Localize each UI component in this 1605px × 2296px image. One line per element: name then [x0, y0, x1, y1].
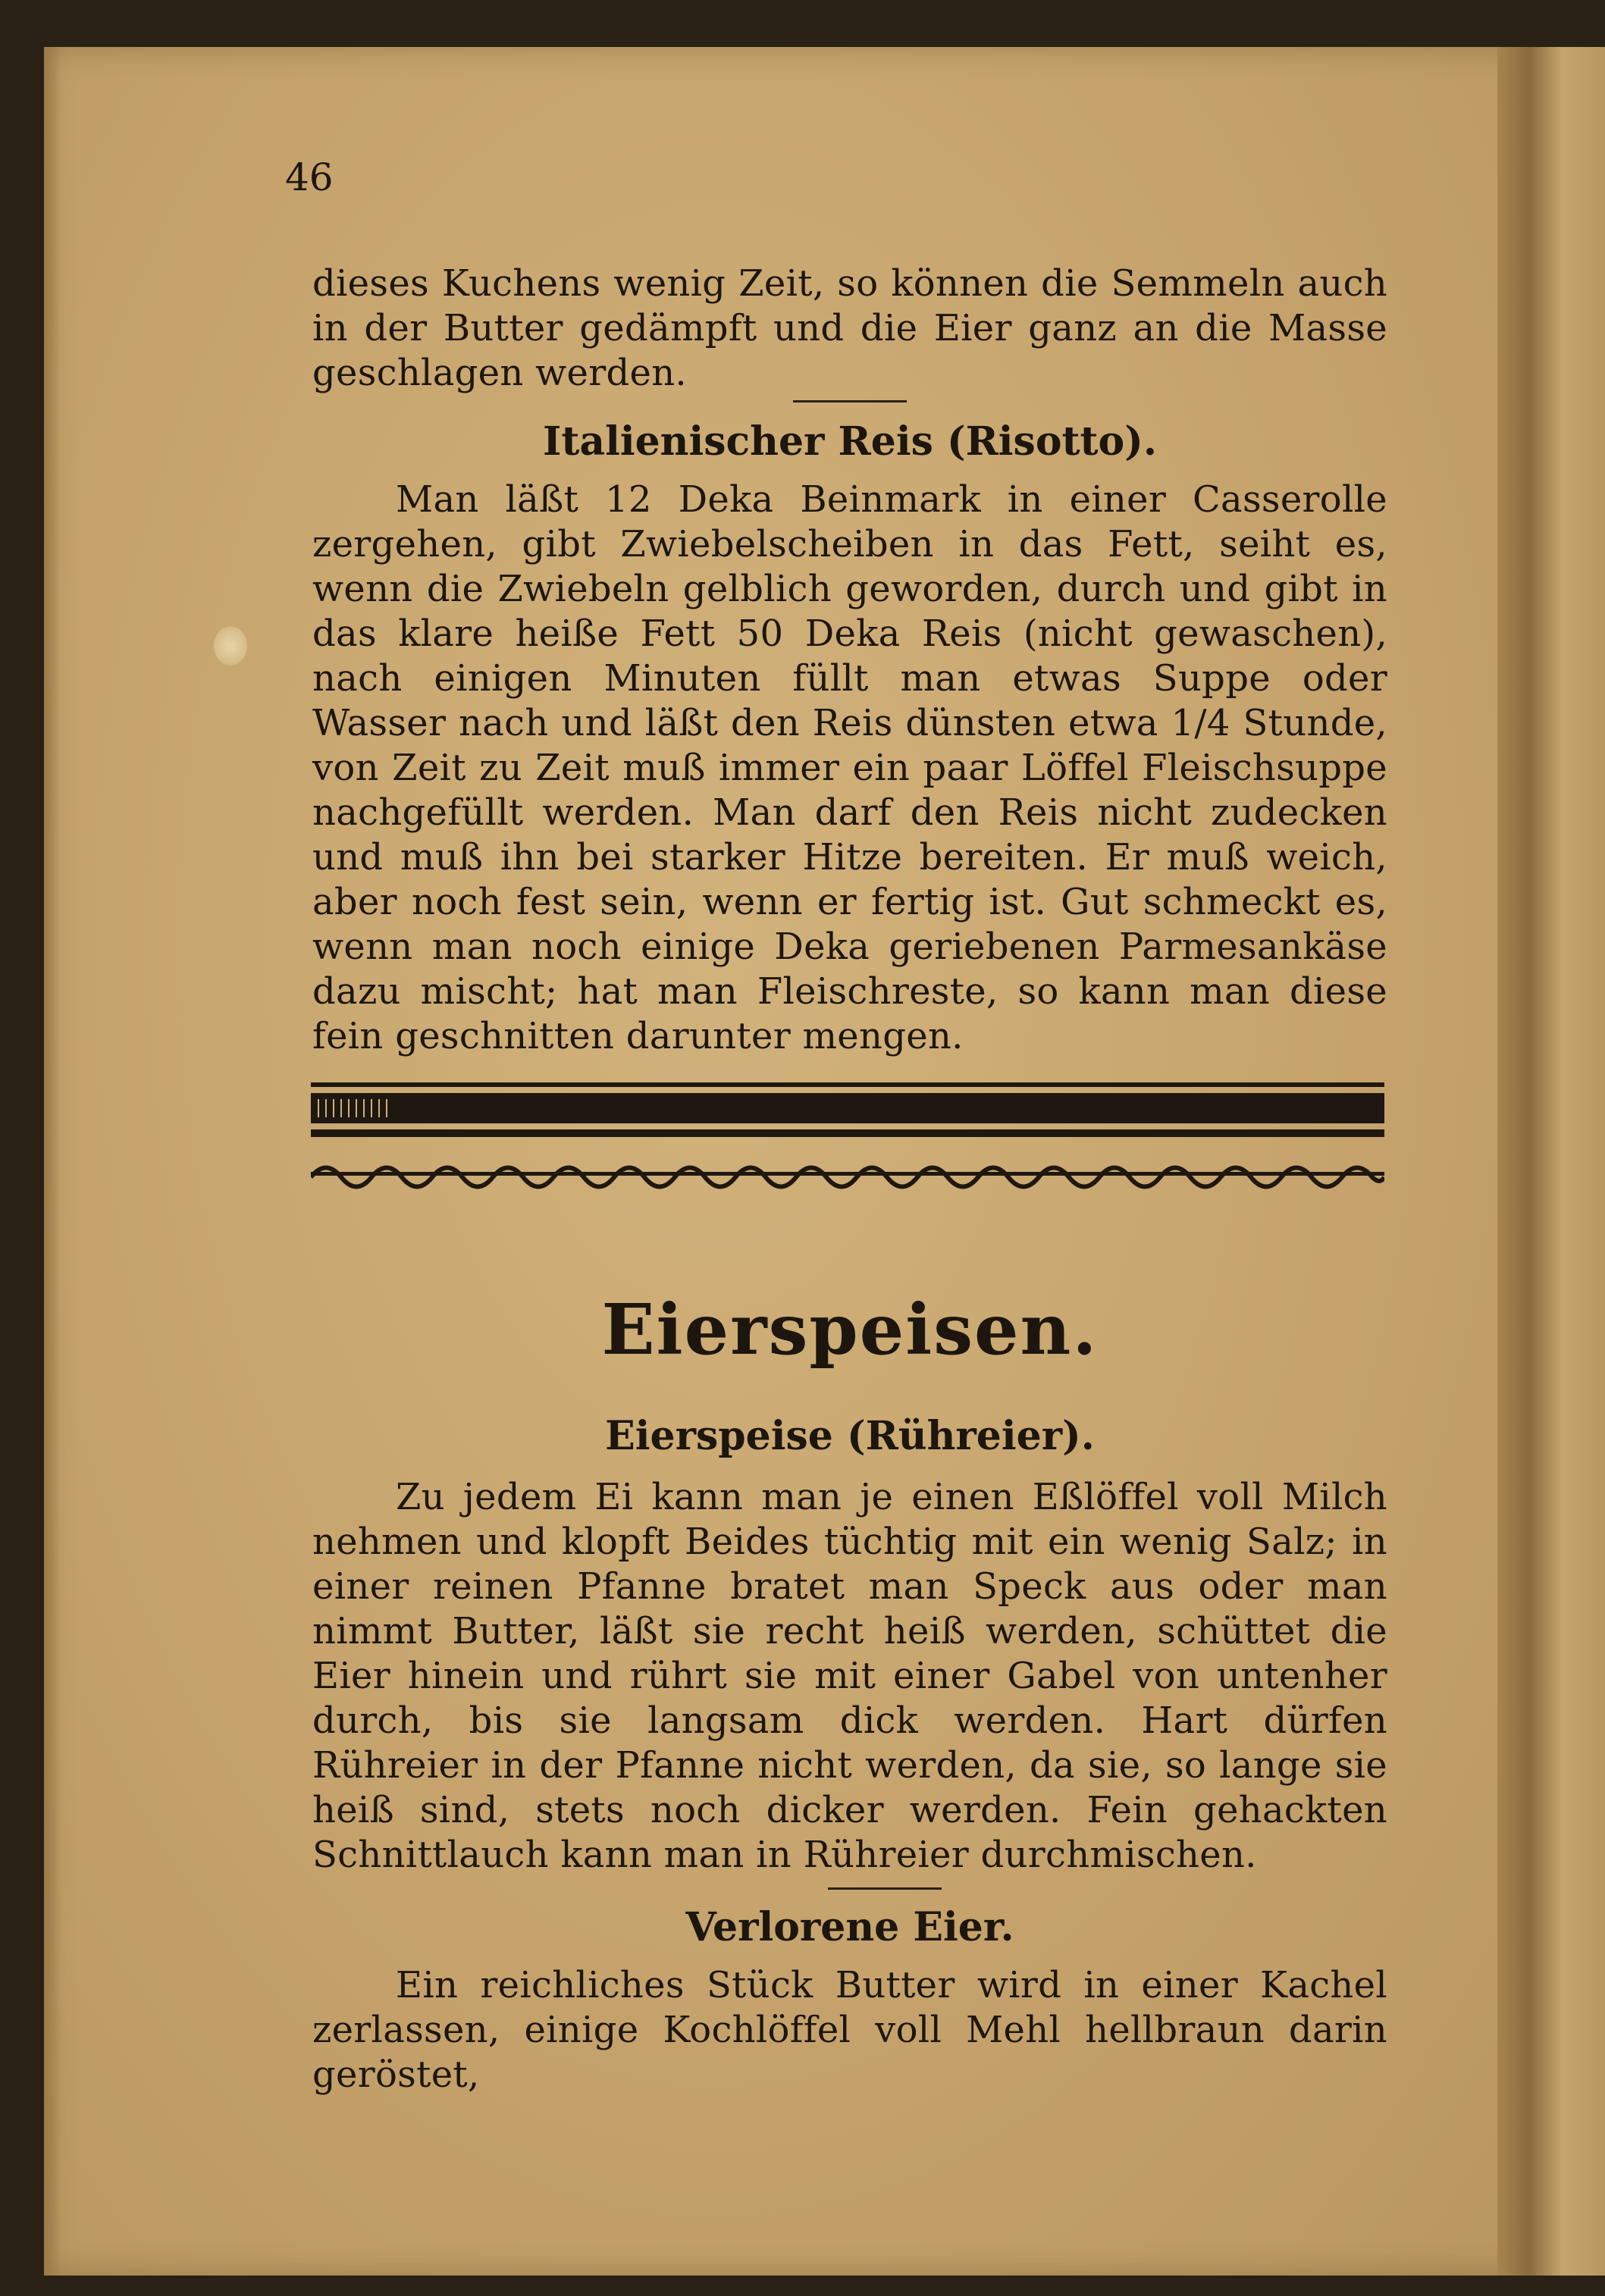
recipe-paragraph: Zu jedem Ei kann man je einen Eßlöffel voll Milch nehmen und klopft Beides tüchtig mit ein wenig Salz; in einer reinen Pfanne bratet man Speck aus oder man nimmt Butter, läßt sie recht heiß werden, schüttet die Eier hinein und rührt sie mit einer Gabel von untenher durch, bis sie langsam dick werden. Hart dürfen Rühreier in der Pfanne nicht werden, da sie, so lange sie heiß sind, stets noch dicker werden. Fein gehackten Schnittlauch kann man in Rühreier durchmischen.	[312, 1476, 1387, 1876]
recipe-paragraph: Ein reichliches Stück Butter wird in einer Kachel zerlassen, einige Kochlöffel voll Mehl hellbraun darin geröstet,	[312, 1964, 1387, 2096]
recipe-paragraph: Man läßt 12 Deka Beinmark in einer Casserolle zergehen, gibt Zwiebelscheiben in das Fett, seiht es, wenn die Zwiebeln gelblich geworden, durch und gibt in das klare heiße Fett 50 Deka Reis (nicht gewaschen), nach einigen Minuten füllt man etwas Suppe oder Wasser nach und läßt den Reis dünsten etwa 1/4 Stunde, von Zeit zu Zeit muß immer ein paar Löffel Fleischsuppe nachgefüllt werden. Man darf den Reis nicht zudecken und muß ihn bei starker Hitze bereiten. Er muß weich, aber noch fest sein, wenn er fertig ist. Gut schmeckt es, wenn man noch einige Deka geriebenen Parmesankäse dazu mischt; hat man Fleischreste, so kann man diese fein geschnitten darunter mengen.	[312, 478, 1387, 1057]
separator-rule	[828, 1887, 942, 1890]
paper-stain	[214, 626, 247, 666]
recipe-body-verlorene-eier	[312, 1963, 1387, 2097]
chapter-title: Eierspeisen.	[601, 1289, 1099, 1370]
recipe-body-ruehreier	[312, 1475, 1387, 1878]
continuation-block	[312, 262, 1387, 396]
recipe-body-risotto	[312, 478, 1387, 1059]
page-left-edge	[44, 47, 61, 2276]
recipe-title-ruehreier: Eierspeise (Rühreier).	[605, 1413, 1095, 1459]
recipe-title-verlorene-eier: Verlorene Eier.	[685, 1904, 1014, 1950]
book-spine	[1497, 47, 1605, 2276]
continuation-paragraph: dieses Kuchens wenig Zeit, so können die Semmeln auch in der Butter gedämpft und die Eier ganz an die Masse geschlagen werden.	[312, 262, 1387, 394]
separator-rule	[793, 400, 907, 403]
decorative-border-ornament	[311, 1082, 1384, 1198]
page-number: 46	[285, 155, 334, 199]
recipe-title-risotto: Italienischer Reis (Risotto).	[543, 418, 1157, 465]
